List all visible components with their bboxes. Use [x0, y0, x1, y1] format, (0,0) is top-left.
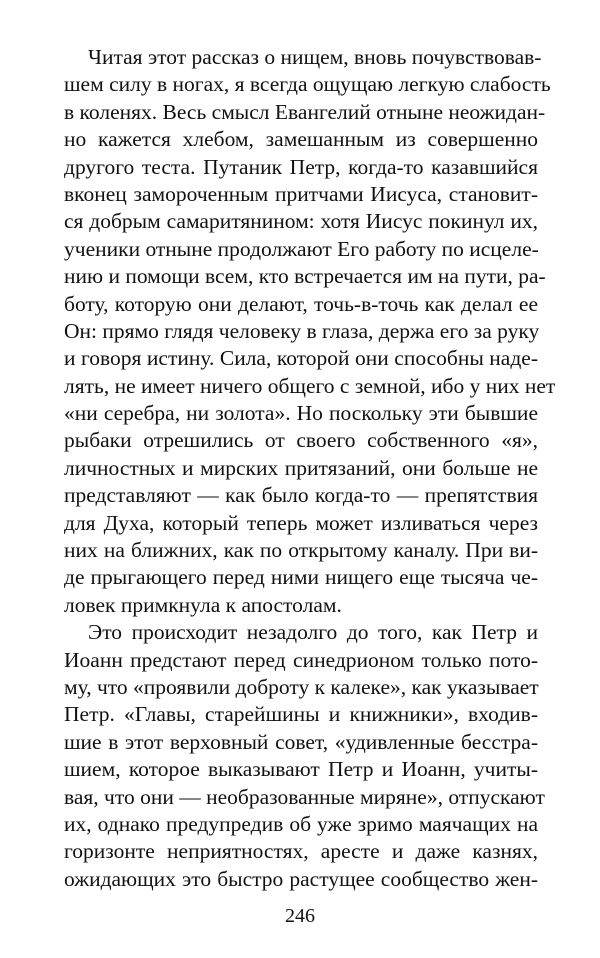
text-line: ловек примкнула к апостолам. — [64, 592, 342, 617]
text-line: для Духа, который теперь может изливаться через — [64, 510, 538, 535]
text-line: «ни серебра, ни золота». Но поскольку эти бывшие — [64, 401, 538, 426]
page-body — [64, 44, 556, 893]
text-line: их, однако предупредив об уже зримо маячащих на — [64, 811, 538, 836]
text-line: личностных и мирских притязаний, они больше не — [64, 455, 538, 480]
text-line: лять, не имеет ничего общего с земной, ибо у них нет — [64, 373, 556, 398]
text-line: Читая этот рассказ о нищем, вновь почувствовав- — [88, 45, 542, 69]
text-line: горизонте неприятностях, аресте и даже казнях, — [64, 839, 538, 864]
text-line: шием, которое выказывают Петр и Иоанн, учиты- — [64, 757, 538, 782]
text-line: му, что «проявили доброту к калеке», как указывает — [64, 674, 539, 699]
text-line: нию и помощи всем, кто встречается им на пути, ра- — [64, 264, 546, 289]
text-line: Иоанн предстают перед синедрионом только пото- — [64, 647, 538, 672]
text-line: ожидающих это быстро растущее сообщество жен- — [64, 866, 538, 891]
paragraph-1 — [64, 44, 556, 619]
text-line: и говоря истину. Сила, которой они способны наде- — [64, 346, 538, 371]
text-line: Это происходит незадолго до того, как Петр и — [88, 620, 538, 645]
text-line: вая, что они — необразованные миряне», отпускают — [64, 784, 545, 809]
text-line: представляют — как было когда-то — препятствия — [64, 483, 538, 508]
text-line: в коленях. Весь смысл Евангелий отныне неожидан- — [64, 99, 546, 124]
page-number: 246 — [285, 905, 315, 927]
text-line: боту, которую они делают, точь-в-точь как делал ее — [64, 291, 538, 316]
text-line: ученики отныне продолжают Его работу по исцеле- — [64, 236, 539, 261]
text-line: другого теста. Путаник Петр, когда-то казавшийся — [64, 154, 538, 179]
text-line: шие в этот верховный совет, «удивленные бесстра- — [64, 729, 538, 754]
text-line: рыбаки отрешились от своего собственного «я», — [64, 428, 538, 453]
text-line: шем силу в ногах, я всегда ощущаю легкую слабость — [64, 72, 551, 97]
paragraph-2 — [64, 619, 545, 893]
text-line: Петр. «Главы, старейшины и книжники», входив- — [64, 702, 538, 727]
text-line: де прыгающего перед ними нищего еще тысяча че- — [64, 565, 538, 590]
text-line: но кажется хлебом, замешанным из совершенно — [64, 127, 538, 152]
text-line: вконец замороченным притчами Иисуса, становит- — [64, 181, 538, 206]
text-line: них на ближних, как по открытому каналу. При ви- — [64, 538, 538, 563]
text-line: Он: прямо глядя человеку в глаза, держа его за руку — [64, 318, 540, 343]
text-line: ся добрым самаритянином: хотя Иисус покинул их, — [64, 209, 538, 234]
